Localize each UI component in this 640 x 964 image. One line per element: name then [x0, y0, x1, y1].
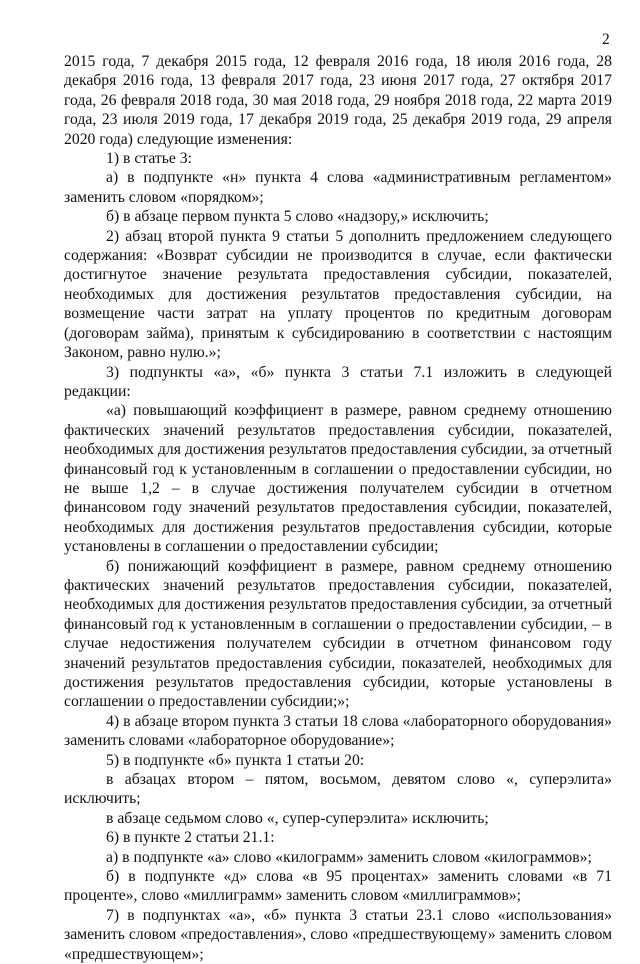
paragraph-item-1: 1) в статье 3: [106, 150, 192, 168]
paragraph-item-3b: б) понижающий коэффициент в размере, равном среднему отношению фактических значений результатов предоставления субсидии, показателей, необходимых для достижения результатов предоставления субсидии, за отчетный финансовый год к установленным в соглашении о предоставлении субсидии, – в случае недостижения получателем субсидии в отчетном финансовом году значений результатов предоставления субсидии, показателей, необходимых для достижения результатов предоставления субсидии, которые установлены в соглашении о предоставлении субсидии;»; [64, 557, 612, 711]
paragraph-item-2: 2) абзац второй пункта 9 статьи 5 дополнить предложением следующего содержания: «Возврат субсидии не производится в случае, если фактически достигнутое значение результата предоставления субсидии, показателей, необходимых для достижения результатов предоставления субсидии, на возмещение части затрат на уплату процентов по кредитным договорам (договорам займа), принятым к субсидированию в соответствии с настоящим Законом, равно нулю.»; [64, 227, 612, 362]
paragraph-item-1a: а) в подпункте «н» пункта 4 слова «административным регламентом» заменить словом «порядком»; [64, 169, 612, 206]
paragraph-item-6b: б) в подпункте «д» слова «в 95 процентах» заменить словами «в 71 проценте», слово «миллиграмм» заменить словом «миллиграммов»; [64, 868, 612, 905]
paragraph-item-7: 7) в подпунктах «а», «б» пункта 3 статьи 23.1 слово «использования» заменить словом «предоставления», слово «предшествующему» заменить словом «предшествующем»; [64, 906, 612, 963]
page-number: 2 [602, 31, 610, 48]
paragraph-item-4: 4) в абзаце втором пункта 3 статьи 18 слова «лабораторного оборудования» заменить словами «лабораторное оборудование»; [64, 712, 612, 750]
paragraph-item-6a: а) в подпункте «а» слово «килограмм» заменить словом «килограммов»; [106, 848, 592, 866]
paragraph-item-1b: б) в абзаце первом пункта 5 слово «надзору,» исключить; [106, 208, 489, 226]
paragraph-intro-dates: 2015 года, 7 декабря 2015 года, 12 февраля 2016 года, 18 июля 2016 года, 28 декабря 2016 года, 13 февраля 2017 года, 23 июня 2017 года, 27 октября 2017 года, 26 февраля 2018 года, 30 мая 2018 года, 29 ноября 2018 года, 22 марта 2019 года, 23 июля 2019 года, 17 декабря 2019 года, 25 декабря 2019 года, 29 апреля 2020 года) следующие изменения: [64, 53, 612, 148]
paragraph-item-3: 3) подпункты «а», «б» пункта 3 статьи 7.1 изложить в следующей редакции: [64, 363, 612, 400]
paragraph-item-5-line2: в абзаце седьмом слово «, супер-суперэлита» исключить; [106, 809, 489, 827]
paragraph-item-6: 6) в пункте 2 статьи 21.1: [106, 829, 275, 847]
paragraph-item-5: 5) в подпункте «б» пункта 1 статьи 20: [106, 751, 365, 769]
paragraph-item-3a: «а) повышающий коэффициент в размере, равном среднему отношению фактических значений результатов предоставления субсидии, показателей, необходимых для достижения результатов предоставления субсидии, за отчетный финансовый год к установленным в соглашении о предоставлении субсидии, но не выше 1,2 – в случае достижения получателем субсидии в отчетном финансовом году значений результатов предоставления субсидии, показателей, необходимых для достижения результатов предоставления субсидии, которые установлены в соглашении о предоставлении субсидии; [64, 402, 612, 556]
document-body [64, 52, 612, 964]
paragraph-item-5-line1: в абзацах втором – пятом, восьмом, девятом слово «, суперэлита» исключить; [64, 771, 612, 808]
